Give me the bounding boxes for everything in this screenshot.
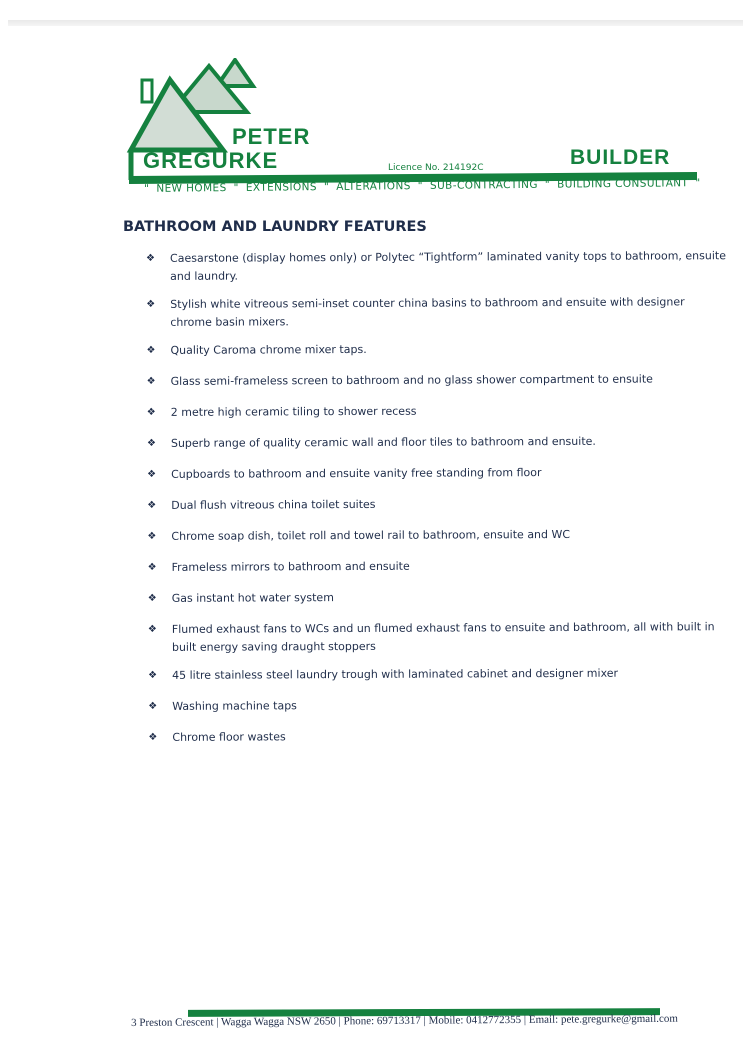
feature-text: 2 metre high ceramic tiling to shower recess <box>170 404 417 419</box>
diamond-bullet-icon: ❖ <box>147 561 157 573</box>
service-item: NEW HOMES <box>156 182 227 195</box>
service-item: BUILDING CONSULTANT <box>557 177 689 191</box>
feature-text: Glass semi-frameless screen to bathroom and no glass shower compartment to ensuite <box>170 372 653 388</box>
list-item <box>146 247 726 286</box>
service-item: ALTERATIONS <box>336 180 411 193</box>
feature-text: Cupboards to bathroom and ensuite vanity free standing from floor <box>171 466 542 481</box>
diamond-bullet-icon: ❖ <box>147 592 157 604</box>
list-item <box>148 726 728 747</box>
list-item <box>148 664 728 685</box>
feature-text: Stylish white vitreous semi-inset counter china basins to bathroom and ensuite with designer chrome basin mixers. <box>170 295 685 329</box>
diamond-bullet-icon: ❖ <box>147 468 157 480</box>
feature-text: Quality Caroma chrome mixer taps. <box>170 342 367 357</box>
feature-text: Washing machine taps <box>172 699 297 713</box>
list-item <box>146 339 726 360</box>
feature-text: Caesarstone (display homes only) or Polytec “Tightform” laminated vanity tops to bathroom, ensuite and laundry. <box>170 249 727 283</box>
diamond-bullet-icon: ❖ <box>146 252 156 264</box>
licence-number: Licence No. 214192C <box>388 163 484 173</box>
feature-text: Frameless mirrors to bathroom and ensuite <box>171 559 410 574</box>
diamond-bullet-icon: ❖ <box>146 375 156 387</box>
brand-last-name: GREGURKE <box>143 148 279 173</box>
list-item <box>147 401 727 422</box>
list-item <box>147 463 727 484</box>
service-item: EXTENSIONS <box>245 181 318 194</box>
list-item <box>147 370 727 391</box>
feature-text: Superb range of quality ceramic wall and floor tiles to bathroom and ensuite. <box>170 434 596 450</box>
diamond-bullet-icon: ❖ <box>146 298 156 310</box>
diamond-bullet-icon: ❖ <box>147 623 157 635</box>
list-item <box>148 695 728 716</box>
diamond-bullet-icon: ❖ <box>148 669 158 681</box>
services-tagline: " NEW HOMES " EXTENSIONS " ALTERATIONS " SUB-CONTRACTING " BUILDING CONSULTANT " <box>143 177 701 195</box>
diamond-bullet-icon: ❖ <box>147 530 157 542</box>
service-item: SUB-CONTRACTING <box>429 178 538 192</box>
list-item <box>148 587 728 608</box>
list-item <box>147 432 727 453</box>
feature-text: 45 litre stainless steel laundry trough with laminated cabinet and designer mixer <box>172 666 619 682</box>
features-list <box>146 247 728 760</box>
feature-text: Chrome soap dish, toilet roll and towel rail to bathroom, ensuite and WC <box>171 527 571 543</box>
diamond-bullet-icon: ❖ <box>146 344 156 356</box>
list-item <box>146 293 726 332</box>
diamond-bullet-icon: ❖ <box>147 499 157 511</box>
section-heading: BATHROOM AND LAUNDRY FEATURES <box>123 219 427 235</box>
diamond-bullet-icon: ❖ <box>148 700 158 712</box>
feature-text: Gas instant hot water system <box>171 591 334 605</box>
feature-text: Flumed exhaust fans to WCs and un flumed exhaust fans to ensuite and bathroom, all with built in built energy saving draught stoppers <box>171 620 715 654</box>
list-item <box>147 494 727 515</box>
feature-text: Dual flush vitreous china toilet suites <box>171 497 376 512</box>
builder-title: BUILDER <box>570 146 671 169</box>
brand-first-name: PETER <box>232 124 311 149</box>
company-logo <box>125 58 700 208</box>
diamond-bullet-icon: ❖ <box>146 437 156 449</box>
footer-contact: 3 Preston Crescent | Wagga Wagga NSW 2650 | Phone: 69713317 | Mobile: 0412772355 | Email: pete.gregurke@gmail.com <box>131 1012 678 1029</box>
scan-top-rule <box>8 20 743 26</box>
list-item <box>147 525 727 546</box>
list-item <box>148 556 728 577</box>
diamond-bullet-icon: ❖ <box>148 731 158 743</box>
feature-text: Chrome floor wastes <box>172 730 286 744</box>
list-item <box>148 618 728 657</box>
diamond-bullet-icon: ❖ <box>146 406 156 418</box>
